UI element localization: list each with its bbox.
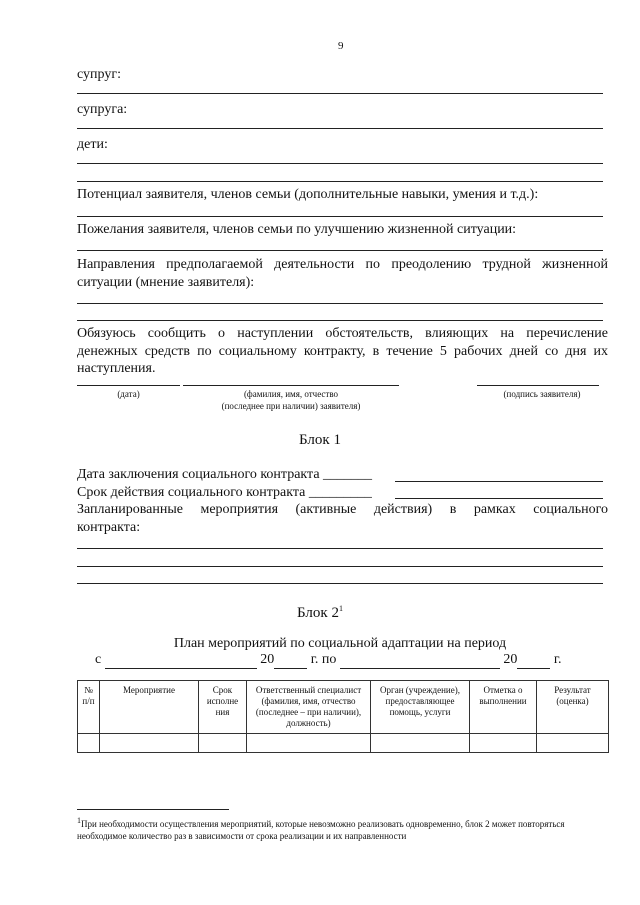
planned-text-line2: контракта: (77, 520, 141, 535)
spouse-m-line[interactable] (77, 93, 603, 94)
planned-line-3[interactable] (77, 583, 603, 584)
table-cell[interactable] (470, 734, 537, 753)
period-start-day-field[interactable] (105, 651, 257, 669)
contract-date-label: Дата заключения социального контракта _______ (77, 467, 373, 482)
wishes-line[interactable] (77, 250, 603, 251)
period-year-end-label: г. (553, 652, 562, 667)
children-line-2[interactable] (77, 181, 603, 182)
period-year2-field[interactable] (517, 651, 550, 669)
contract-term-label: Срок действия социального контракта _________ (77, 485, 372, 500)
name-caption-line2: (последнее при наличии) заявителя) (221, 401, 361, 411)
name-caption-line1: (фамилия, имя, отчество (243, 389, 339, 399)
block2-title (0, 605, 640, 622)
children-line-1[interactable] (77, 163, 603, 164)
period-year1-label: 20 (260, 652, 275, 667)
directions-line-2[interactable] (77, 320, 603, 321)
obligation-text-line3: наступления. (77, 361, 156, 376)
block1-title: Блок 1 (299, 432, 341, 448)
planned-line-1[interactable] (77, 548, 603, 549)
date-caption: (дата) (117, 389, 140, 399)
table-row (78, 734, 609, 753)
period-row (95, 651, 562, 669)
spouse-f-line[interactable] (77, 128, 603, 129)
block2-footnote-mark[interactable]: 1 (338, 604, 343, 613)
table-cell[interactable] (78, 734, 100, 753)
period-year2-label: 20 (503, 652, 518, 667)
obligation-text-line1: Обязуюсь сообщить о наступлении обстоятельств, влияющих на перечисление (77, 326, 608, 341)
directions-line-1[interactable] (77, 303, 603, 304)
name-line[interactable] (183, 385, 399, 386)
table-cell[interactable] (100, 734, 199, 753)
col-number-header: № п/п (78, 681, 100, 734)
wishes-label: Пожелания заявителя, членов семьи по улучшению жизненной ситуации: (77, 222, 517, 237)
footnote-mark: 1 (77, 816, 81, 825)
footnote (77, 818, 608, 842)
col-done-header: Отметка о выполнении (470, 681, 537, 734)
spouse-m-label: супруг: (77, 67, 121, 82)
table-cell[interactable] (199, 734, 247, 753)
potential-line[interactable] (77, 216, 603, 217)
plan-title: План мероприятий по социальной адаптации на период (173, 636, 507, 651)
contract-date-line[interactable] (395, 481, 603, 482)
table-cell[interactable] (537, 734, 609, 753)
signature-caption: (подпись заявителя) (503, 389, 581, 399)
footnote-text: При необходимости осуществления мероприятий, которые невозможно реализовать одновременно, блок 2 может повторяться необходимое количество раз в зависимости от срока реализации и их направленности (77, 819, 565, 841)
col-term-header: Срок исполне ния (199, 681, 247, 734)
col-responsible-header: Ответственный специалист (фамилия, имя, отчество (последнее – при наличии), должность) (247, 681, 371, 734)
period-end-day-field[interactable] (340, 651, 500, 669)
spouse-f-label: супруга: (77, 102, 128, 117)
period-year1-field[interactable] (274, 651, 307, 669)
table-cell[interactable] (247, 734, 371, 753)
children-label: дети: (77, 137, 108, 152)
period-from-label: с (95, 652, 102, 667)
col-agency-header: Орган (учреждение), предоставляющее помощь, услуги (371, 681, 470, 734)
contract-term-line[interactable] (395, 498, 603, 499)
table-cell[interactable] (371, 734, 470, 753)
planned-text-line1: Запланированные мероприятия (активные действия) в рамках социального (77, 502, 608, 517)
footnote-separator (77, 809, 229, 810)
signature-line[interactable] (477, 385, 599, 386)
planned-line-2[interactable] (77, 566, 603, 567)
date-line[interactable] (77, 385, 180, 386)
col-activity-header: Мероприятие (100, 681, 199, 734)
block2-title-text: Блок 2 (297, 605, 339, 621)
obligation-text-line2: денежных средств по социальному контракту, в течение 5 рабочих дней со дня их (77, 344, 608, 359)
directions-text-line1: Направления предполагаемой деятельности по преодолению трудной жизненной (77, 257, 608, 272)
col-result-header: Результат (оценка) (537, 681, 609, 734)
directions-text-line2: ситуации (мнение заявителя): (77, 275, 255, 290)
plan-table-header (78, 681, 609, 734)
potential-label: Потенциал заявителя, членов семьи (дополнительные навыки, умения и т.д.): (77, 187, 539, 202)
period-to-label: г. по (310, 652, 337, 667)
page-number: 9 (338, 40, 344, 52)
plan-table (77, 680, 609, 753)
